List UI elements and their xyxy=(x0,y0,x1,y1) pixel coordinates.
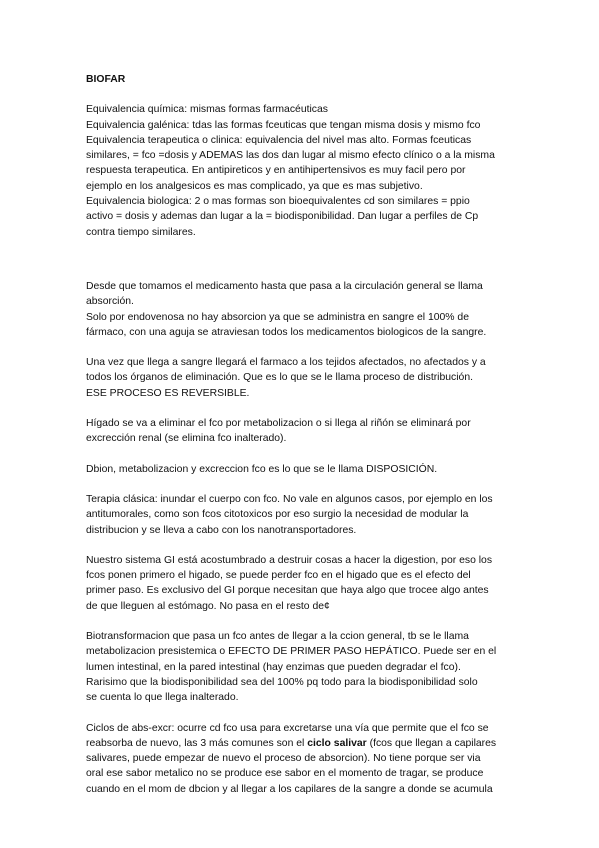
paragraph-ciclos xyxy=(86,721,522,797)
spacer xyxy=(86,255,522,279)
text-line: Equivalencia terapeutica o clinica: equivalencia del nivel mas alto. Formas fceuticas xyxy=(86,134,472,146)
text-line: fármaco, con una aguja se atraviesan todos los medicamentos biologicos de la sangre. xyxy=(86,326,487,338)
text-line: ESE PROCESO ES REVERSIBLE. xyxy=(86,387,250,399)
paragraph-terapia-clasica xyxy=(86,492,522,538)
paragraph-distribucion xyxy=(86,355,522,401)
text-line: todos los órganos de eliminación. Que es lo que se le llama proceso de distribución. xyxy=(86,372,473,384)
text-line: activo = dosis y ademas dan lugar a la = biodisponibilidad. Dan lugar a perfiles de Cp xyxy=(86,211,479,223)
text-line: Equivalencia química: mismas formas farmacéuticas xyxy=(86,104,328,116)
text-line: metabolizacion presistemica o EFECTO DE PRIMER PASO HEPÁTICO. Puede ser en el xyxy=(86,646,497,658)
text-line xyxy=(86,736,522,751)
text-run: (fcos que llegan a capilares xyxy=(366,737,497,749)
text-line: similares, = fco =dosis y ADEMAS las dos dan lugar al mismo efecto clínico o a la misma xyxy=(86,150,495,162)
text-line: se cuenta lo que llega inalterado. xyxy=(86,692,239,704)
paragraph-equivalencias xyxy=(86,102,522,240)
text-line: lumen intestinal, en la pared intestinal (hay enzimas que pueden degradar el fco). xyxy=(86,661,461,673)
document-body xyxy=(86,72,522,797)
text-line: distribucion y se lleva a cabo con los nanotransportadores. xyxy=(86,524,357,536)
text-line: antitumorales, como son fcos citotoxicos por eso surgio la necesidad de modular la xyxy=(86,509,469,521)
text-line: primer paso. Es exclusivo del GI porque necesitan que haya algo que trocee algo antes xyxy=(86,585,489,597)
text-line: Equivalencia biologica: 2 o mas formas son bioequivalentes cd son similares = ppio xyxy=(86,196,470,208)
text-line: cuando en el mom de dbcion y al llegar a los capilares de la sangre a donde se acumula xyxy=(86,783,493,795)
text-line: Solo por endovenosa no hay absorcion ya que se administra en sangre el 100% de xyxy=(86,311,469,323)
document-title: BIOFAR xyxy=(86,74,126,85)
text-line: contra tiempo similares. xyxy=(86,226,196,238)
text-run: reabsorba de nuevo, las 3 más comunes son el xyxy=(86,737,308,749)
text-line: Dbion, metabolizacion y excreccion fco es lo que se le llama DISPOSICIÓN. xyxy=(86,463,438,475)
text-line: Hígado se va a eliminar el fco por metabolizacion o si llega al riñón se eliminará por xyxy=(86,418,471,430)
text-line: de que lleguen al estómago. No pasa en el resto de¢ xyxy=(86,600,330,612)
text-line: Biotransformacion que pasa un fco antes de llegar a la ccion general, tb se le llama xyxy=(86,631,469,643)
text-line: Ciclos de abs-excr: ocurre cd fco usa para excretarse una vía que permite que el fco se xyxy=(86,722,489,734)
text-line: Desde que tomamos el medicamento hasta que pasa a la circulación general se llama xyxy=(86,280,483,292)
text-line: Nuestro sistema GI está acostumbrado a destruir cosas a hacer la digestion, por eso los xyxy=(86,554,493,566)
text-line: oral ese sabor metalico no se produce ese sabor en el momento de tragar, se produce xyxy=(86,768,484,780)
text-line: Rarisimo que la biodisponibilidad sea del 100% pq todo para la biodisponibilidad solo xyxy=(86,676,478,688)
text-line: excrección renal (se elimina fco inalterado). xyxy=(86,433,287,445)
text-line: ejemplo en los analgesicos es mas complicado, ya que es mas subjetivo. xyxy=(86,180,423,192)
text-line: Terapia clásica: inundar el cuerpo con fco. No vale en algunos casos, por ejemplo en los xyxy=(86,493,493,505)
text-line: Una vez que llega a sangre llegará el farmaco a los tejidos afectados, no afectados y a xyxy=(86,357,486,369)
paragraph-higado xyxy=(86,416,522,447)
text-line: Equivalencia galénica: tdas las formas fceuticas que tengan misma dosis y mismo fco xyxy=(86,119,481,131)
text-line: absorción. xyxy=(86,296,134,308)
text-line: salivares, puede empezar de nuevo el proceso de absorcion). No tiene porque ser via xyxy=(86,753,481,765)
paragraph-biotransformacion xyxy=(86,629,522,705)
text-line: fcos ponen primero el higado, se puede perder fco en el higado que es el efecto del xyxy=(86,570,471,582)
paragraph-disposicion xyxy=(86,462,522,477)
text-line: respuesta terapeutica. En antipireticos y en antihipertensivos es muy facil pero por xyxy=(86,165,466,177)
paragraph-sistema-gi xyxy=(86,553,522,614)
paragraph-absorcion xyxy=(86,279,522,340)
bold-term-ciclo-salivar: ciclo salivar xyxy=(307,737,367,749)
